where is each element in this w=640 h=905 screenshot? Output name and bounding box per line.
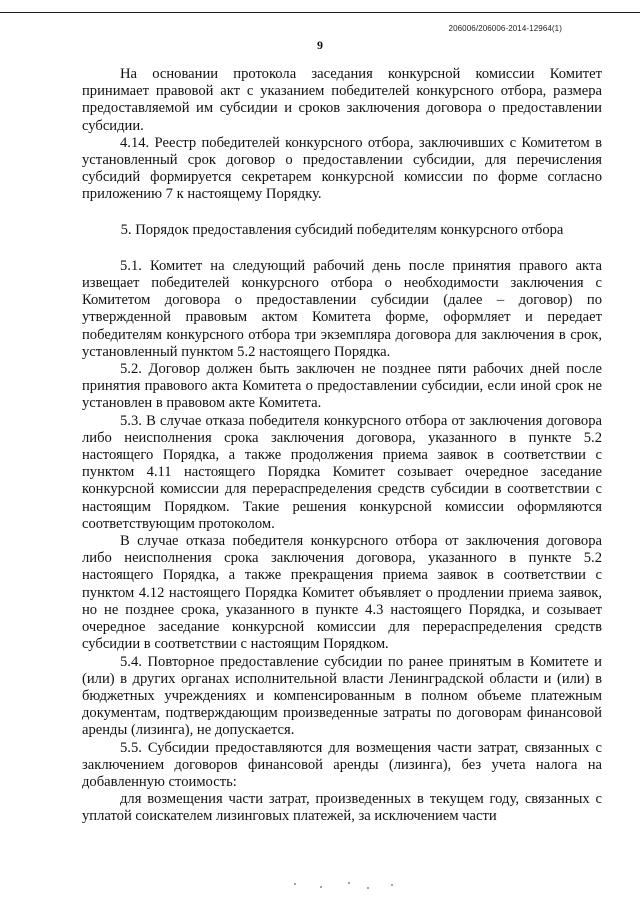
paragraph-4-14: 4.14. Реестр победителей конкурсного отбора, заключивших с Комитетом в установленный срок договор о предоставлении субсидии, для перечисления субсидий формируется секретарем конкурсной комиссии по форме согласно приложению 7 к настоящему Порядку. — [82, 134, 602, 203]
section-heading-5: 5. Порядок предоставления субсидий победителям конкурсного отбора — [120, 221, 564, 238]
top-border-line — [0, 0, 640, 13]
document-body — [82, 66, 602, 826]
paragraph-5-2: 5.2. Договор должен быть заключен не позднее пяти рабочих дней после принятия правового акта Комитета о предоставлении субсидии, если иной срок не установлен в правовом акте Комитета. — [82, 361, 602, 412]
page-number: 9 — [317, 38, 323, 52]
paragraph-protocol: На основании протокола заседания конкурсной комиссии Комитет принимает правовой акт с указанием победителей конкурсного отбора, размера предоставляемой им субсидии и сроков заключения договора о предоставлении субсидии. — [82, 66, 602, 134]
paragraph-5-5: 5.5. Субсидии предоставляются для возмещения части затрат, связанных с заключением договоров финансовой аренды (лизинга), без учета налога на добавленную стоимость: — [82, 739, 602, 790]
paragraph-5-3-continued: В случае отказа победителя конкурсного отбора от заключения договора либо неисполнения срока заключения договора, указанного в пункте 5.2 настоящего Порядка, а также прекращения приема заявок в соответствии с пунктом 4.12 настоящего Порядка Комитет объявляет о продлении приема заявок, но не позднее срока, указанного в пункте 4.3 настоящего Порядка, и созывает очередное заседание конкурсной комиссии для перераспределения средств субсидии в соответствии с настоящим Порядком. — [82, 533, 602, 653]
scan-noise — [290, 880, 410, 890]
document-reference-number: 206006/206006-2014-12964(1) — [448, 24, 562, 33]
paragraph-5-1: 5.1. Комитет на следующий рабочий день после принятия правого акта извещает победителей конкурсного отбора о необходимости заключения с Комитетом договора о предоставлении субсидии (далее – договор) по утвержденной правовым актом Комитета форме, оформляет и передает победителям конкурсного отбора три экземпляра договора для заключения в срок, установленный пунктом 5.2 настоящего Порядка. — [82, 257, 602, 360]
paragraph-5-3: 5.3. В случае отказа победителя конкурсного отбора от заключения договора либо неисполнения срока заключения договора, указанного в пункте 5.2 настоящего Порядка, а также продолжения приема заявок в соответствии с пунктом 4.11 настоящего Порядка Комитет созывает очередное заседание конкурсной комиссии для перераспределения средств субсидии в соответствии с настоящим Порядком. Такие решения конкурсной комиссии оформляются соответствующим протоколом. — [82, 412, 602, 532]
paragraph-5-4: 5.4. Повторное предоставление субсидии по ранее принятым в Комитете и (или) в других органах исполнительной власти Ленинградской области и (или) в бюджетных учреждениях и компенсированным в полном объеме платежным документам, подтверждающим произведенные затраты по договорам финансовой аренды (лизинга), не допускается. — [82, 653, 602, 739]
paragraph-5-5-item: для возмещения части затрат, произведенных в текущем году, связанных с уплатой соискателем лизинговых платежей, за исключением части — [82, 791, 602, 825]
